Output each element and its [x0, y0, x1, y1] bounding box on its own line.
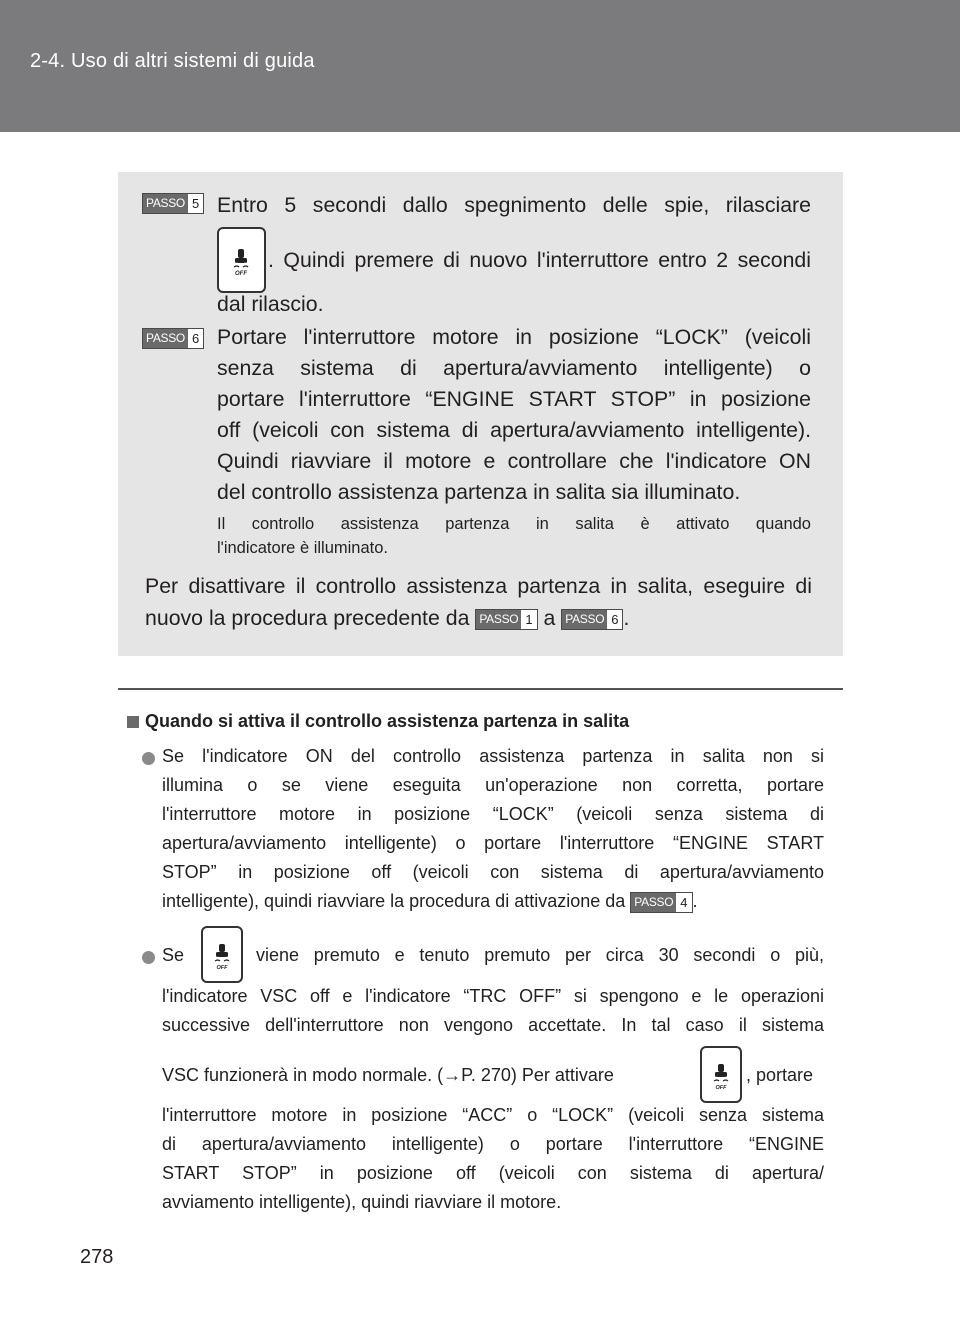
- bullet-2-line-4c: , portare: [746, 1065, 814, 1085]
- bullet-icon: [142, 752, 155, 765]
- step-1-ref-tag: PASSO 1: [475, 609, 537, 630]
- bullet-2-last-line: avviamento intelligente), quindi riavviare il motore.: [162, 1192, 562, 1212]
- svg-text:OFF: OFF: [715, 1085, 727, 1091]
- disable-line-2: nuovo la procedura precedente da PASSO 1 a PASSO 6 .: [145, 606, 630, 630]
- section-square-icon: [127, 716, 139, 728]
- svg-text:OFF: OFF: [235, 271, 247, 277]
- bullet-1-line: apertura/avviamento intelligente) o portare l'interruttore “ENGINE START: [162, 833, 824, 853]
- step-6-line: del controllo assistenza partenza in salita sia illuminato.: [217, 480, 741, 504]
- bullet-1-line: illumina o se viene eseguita un'operazione non corretta, portare: [162, 775, 824, 795]
- bullet-2-line: di apertura/avviamento intelligente) o portare l'interruttore “ENGINE: [162, 1134, 824, 1154]
- step-6-line: portare l'interruttore “ENGINE START STOP” in posizione: [217, 387, 811, 411]
- bullet-2-line-1a: Se: [162, 945, 185, 965]
- page-header: [0, 0, 960, 132]
- step-5-line-1: Entro 5 secondi dallo spegnimento delle spie, rilasciare: [217, 193, 811, 217]
- step-6-line: Portare l'interruttore motore in posizione “LOCK” (veicoli: [217, 325, 811, 349]
- bullet-2-line: START STOP” in posizione off (veicoli con sistema di apertura/: [162, 1163, 824, 1183]
- bullet-2-line: successive dell'interruttore non vengono accettate. In tal caso il sistema: [162, 1015, 824, 1035]
- step-5-line-3: dal rilascio.: [217, 292, 324, 316]
- hill-assist-off-switch-icon: [201, 926, 243, 983]
- disable-line-1: Per disattivare il controllo assistenza partenza in salita, eseguire di: [145, 574, 812, 598]
- bullet-2-line: l'indicatore VSC off e l'indicatore “TRC OFF” si spengono e le operazioni: [162, 986, 824, 1006]
- step-5-tag: PASSO 5: [142, 193, 204, 214]
- bullet-1-line: l'interruttore motore in posizione “LOCK” (veicoli senza sistema di: [162, 804, 824, 824]
- bullet-2-line-1b: viene premuto e tenuto premuto per circa 30 secondi o più,: [256, 945, 824, 965]
- bullet-1-line: STOP” in posizione off (veicoli con sistema di apertura/avviamento: [162, 862, 824, 882]
- section-title: 2-4. Uso di altri sistemi di guida: [30, 50, 315, 72]
- subsection-title: Quando si attiva il controllo assistenza partenza in salita: [145, 711, 630, 731]
- step-5-line-2: . Quindi premere di nuovo l'interruttore entro 2 secondi: [268, 248, 811, 272]
- step-6-note: Il controllo assistenza partenza in salita è attivato quando: [217, 515, 811, 533]
- arrow-icon: →: [443, 1065, 462, 1085]
- step-6-line: Quindi riavviare il motore e controllare che l'indicatore ON: [217, 449, 811, 473]
- hill-assist-off-switch-icon: [217, 227, 266, 293]
- divider: [118, 688, 843, 690]
- bullet-1-line: Se l'indicatore ON del controllo assistenza partenza in salita non si: [162, 746, 824, 766]
- step-6-note: l'indicatore è illuminato.: [217, 539, 388, 557]
- bullet-icon: [142, 951, 155, 964]
- bullet-1-last-line: intelligente), quindi riavviare la procedura di attivazione da PASSO 4 .: [162, 891, 698, 911]
- step-6-ref-tag: PASSO 6: [561, 609, 623, 630]
- hill-assist-off-switch-icon: [700, 1046, 742, 1103]
- page-number: 278: [80, 1246, 114, 1268]
- step-4-ref-tag: PASSO 4: [630, 892, 692, 913]
- step-6-line: off (veicoli con sistema di apertura/avviamento intelligente).: [217, 418, 811, 442]
- step-6-line: senza sistema di apertura/avviamento intelligente) o: [217, 356, 811, 380]
- step-6-tag: PASSO 6: [142, 328, 204, 349]
- bullet-2-line-4: VSC funzionerà in modo normale. (→P. 270) Per attivare: [162, 1065, 614, 1085]
- bullet-2-line: l'interruttore motore in posizione “ACC” o “LOCK” (veicoli senza sistema: [162, 1105, 824, 1125]
- svg-text:OFF: OFF: [216, 965, 228, 971]
